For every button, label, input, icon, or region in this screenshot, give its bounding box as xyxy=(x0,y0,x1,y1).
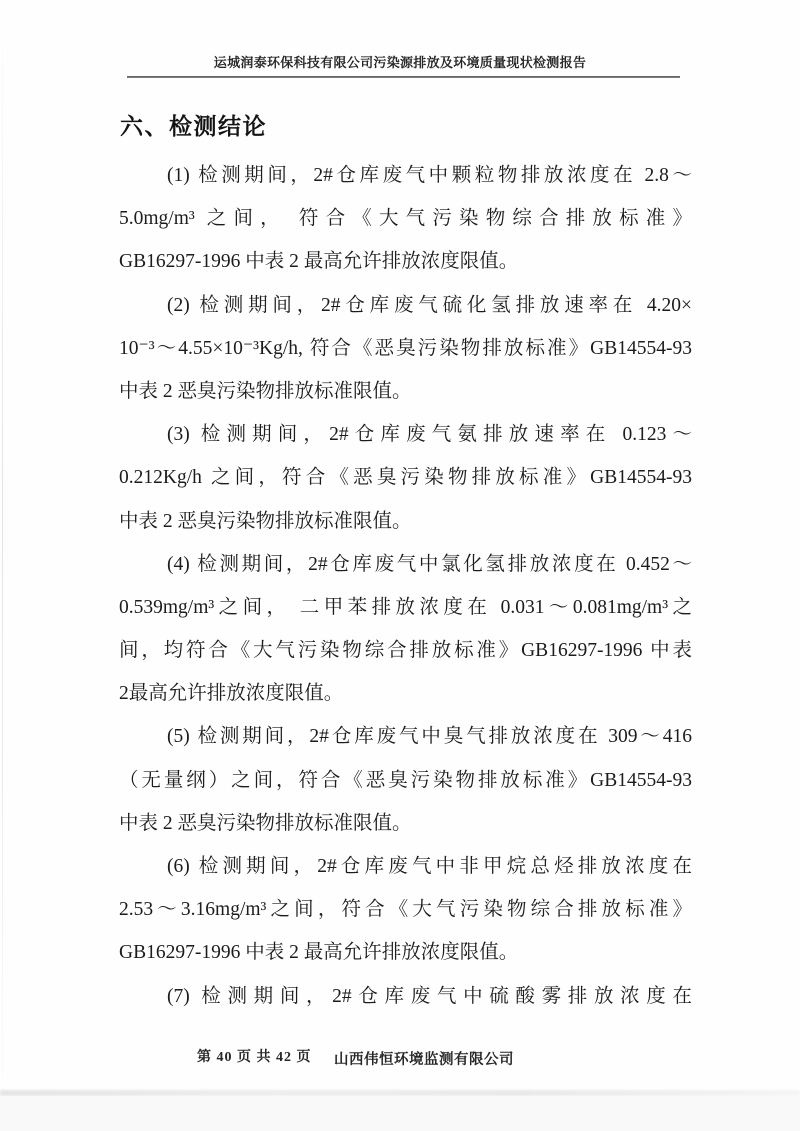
paragraph-5-line-3: 中表 2 恶臭污染物排放标准限值。 xyxy=(119,812,412,834)
paragraph-4-line-1: (4) 检测期间，2#仓库废气中氯化氢排放浓度在 0.452～ xyxy=(167,553,692,575)
paragraph-6-line-1: (6) 检测期间，2#仓库废气中非甲烷总烃排放浓度在 xyxy=(167,856,692,877)
scan-bottom-margin xyxy=(0,1096,800,1131)
page-footer xyxy=(0,1046,800,1068)
paragraph-2-line-1: (2) 检测期间，2#仓库废气硫化氢排放速率在 4.20× xyxy=(167,294,692,316)
paragraph-4-line-2: 0.539mg/m³之间， 二甲苯排放浓度在 0.031～0.081mg/m³之 xyxy=(119,596,692,618)
section-title: 六、检测结论 xyxy=(120,114,267,139)
company-name: 山西伟恒环境监测有限公司 xyxy=(334,1052,514,1068)
paragraph-6-line-3: GB16297-1996 中表 2 最高允许排放浓度限值。 xyxy=(119,942,519,964)
paragraph-4-line-4: 2最高允许排放浓度限值。 xyxy=(119,683,344,705)
paragraph-3-line-3: 中表 2 恶臭污染物排放标准限值。 xyxy=(119,510,412,532)
paragraph-3-line-1: (3) 检测期间，2#仓库废气氨排放速率在 0.123～ xyxy=(167,424,692,446)
page-number: 第 40 页 共 42 页 xyxy=(197,1050,312,1065)
scan-left-edge-artifact xyxy=(2,0,3,1131)
running-header xyxy=(0,52,800,71)
paragraph-5-line-1: (5) 检测期间，2#仓库废气中臭气排放浓度在 309～416 xyxy=(167,726,692,748)
header-title: 运城润泰环保科技有限公司污染源排放及环境质量现状检测报告 xyxy=(213,55,587,70)
header-rule xyxy=(127,76,680,78)
paragraph-1-line-3: GB16297-1996 中表 2 最高允许排放浓度限值。 xyxy=(119,251,519,273)
paragraph-3-line-2: 0.212Kg/h 之间，符合《恶臭污染物排放标准》GB14554-93 xyxy=(119,467,692,489)
paragraph-2-line-3: 中表 2 恶臭污染物排放标准限值。 xyxy=(119,380,412,402)
paragraph-5-line-2: （无量纲）之间，符合《恶臭污染物排放标准》GB14554-93 xyxy=(119,769,692,791)
paragraph-1-line-1: (1) 检测期间，2#仓库废气中颗粒物排放浓度在 2.8～ xyxy=(167,165,692,186)
paragraph-6-line-2: 2.53～3.16mg/m³之间，符合《大气污染物综合排放标准》 xyxy=(119,899,692,921)
paragraph-7-line-1: (7) 检测期间，2#仓库废气中硫酸雾排放浓度在 xyxy=(167,985,692,1007)
paragraph-2-line-2: 10⁻³～4.55×10⁻³Kg/h, 符合《恶臭污染物排放标准》GB14554-93 xyxy=(119,337,692,359)
paragraph-1-line-2: 5.0mg/m³ 之间， 符合《大气污染物综合排放标准》 xyxy=(119,208,692,230)
paragraph-4-line-3: 间，均符合《大气污染物综合排放标准》GB16297-1996 中表 xyxy=(119,640,692,662)
document-body xyxy=(119,154,692,1018)
